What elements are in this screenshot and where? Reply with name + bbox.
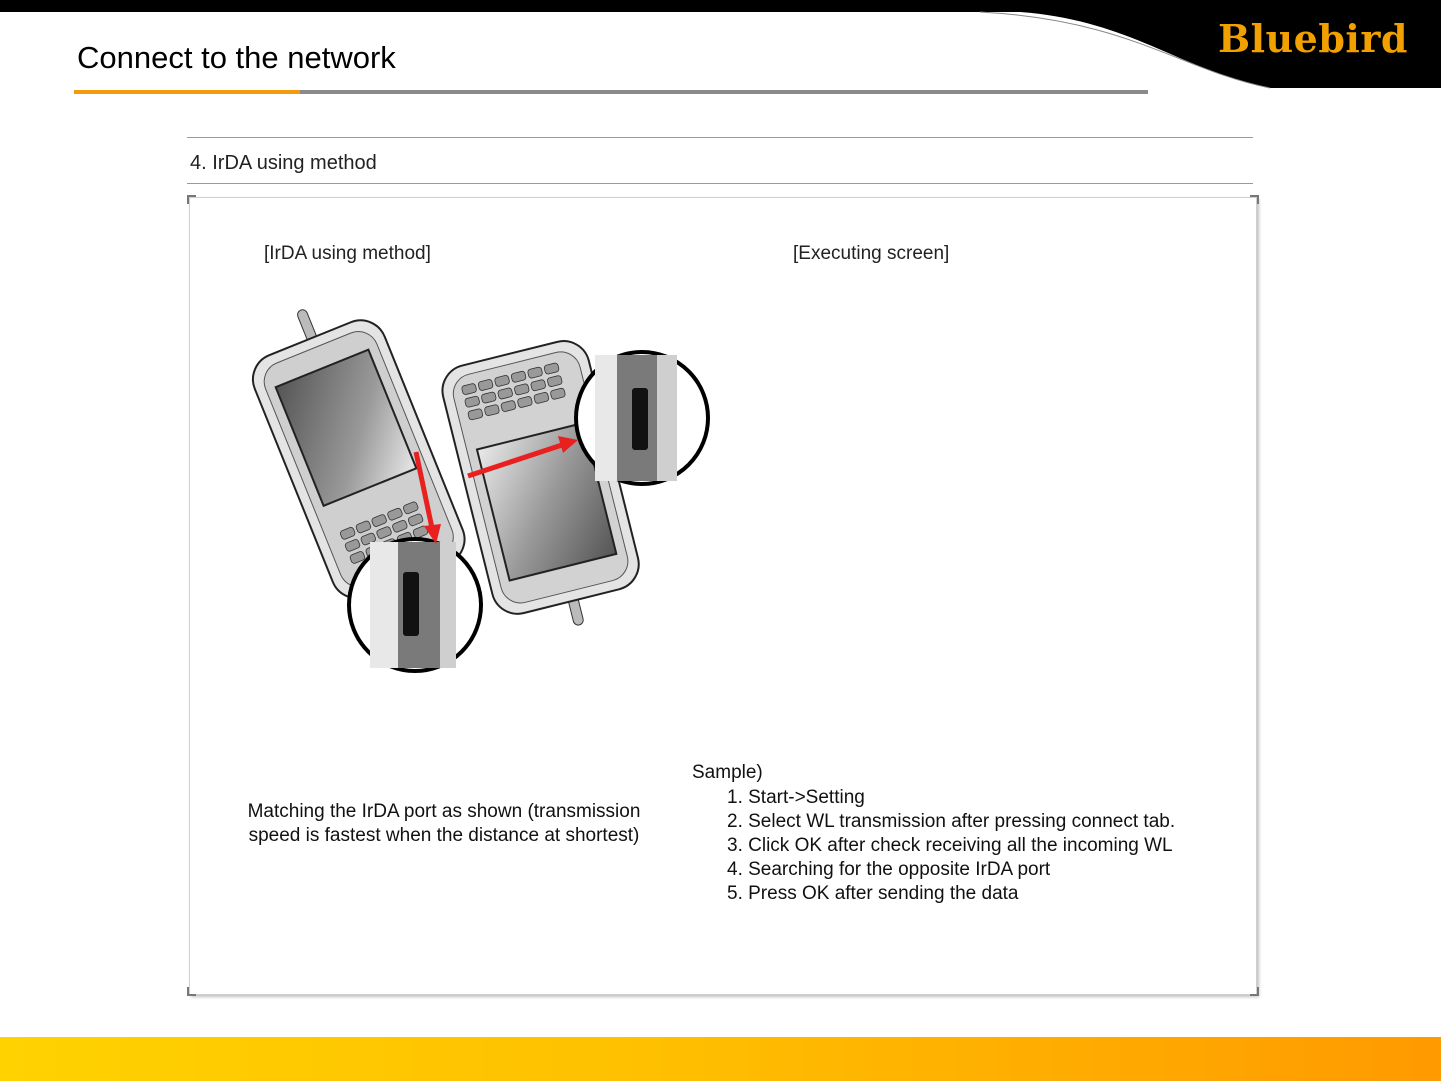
page-title: Connect to the network: [77, 40, 396, 75]
bottom-gradient-bar: [0, 1037, 1441, 1081]
sample-steps: [727, 786, 1175, 906]
matching-line: speed is fastest when the distance at shortest): [248, 825, 640, 846]
title-underline: [300, 90, 1148, 94]
corner-mark: [187, 987, 196, 996]
step-item: 4. Searching for the opposite IrDA port: [727, 859, 1051, 880]
caption-executing-screen: [Executing screen]: [793, 243, 950, 264]
pda-device-illustration: [240, 300, 720, 680]
section-rule-top: [187, 137, 1253, 138]
step-item: 2. Select WL transmission after pressing connect tab.: [727, 811, 1176, 832]
step-item: 1. Start->Setting: [727, 787, 865, 808]
irda-port-zoom-icon: [576, 352, 708, 484]
caption-irda-method: [IrDA using method]: [264, 243, 431, 264]
section-title: 4. IrDA using method: [190, 152, 377, 174]
corner-mark: [1250, 195, 1259, 204]
irda-port-zoom-icon: [349, 539, 481, 671]
matching-line: Matching the IrDA port as shown (transmission: [247, 801, 641, 822]
corner-mark: [187, 195, 196, 204]
sample-label: Sample): [692, 762, 763, 783]
section-rule-bottom: [187, 183, 1253, 184]
bluebird-logo: Bluebird: [1218, 16, 1408, 61]
step-item: 3. Click OK after check receiving all the incoming WL: [727, 835, 1173, 856]
title-underline-accent: [74, 90, 300, 94]
matching-description: [218, 800, 670, 848]
step-item: 5. Press OK after sending the data: [727, 883, 1019, 904]
corner-mark: [1250, 987, 1259, 996]
